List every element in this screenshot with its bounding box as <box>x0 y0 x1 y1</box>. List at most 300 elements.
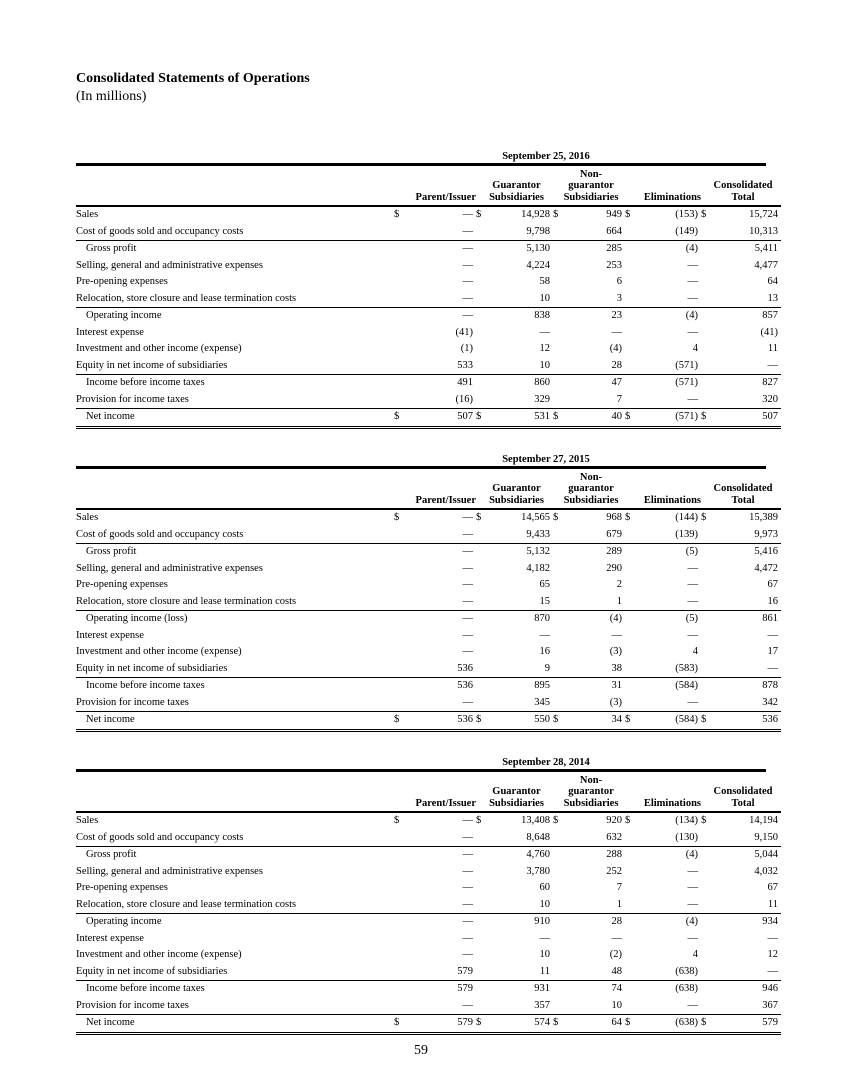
cell-nonguarantor: 253 <box>606 259 623 271</box>
currency-symbol <box>625 392 637 409</box>
cell-eliminations: (583) <box>675 662 699 674</box>
row-label: Operating income <box>76 308 394 325</box>
table-row <box>76 325 781 342</box>
cell-consolidated: — <box>767 359 779 371</box>
column-header-eliminations: Eliminations <box>643 494 702 506</box>
cell-parent: — <box>462 949 473 960</box>
cell-consolidated: 579 <box>713 1015 781 1034</box>
cell-nonguarantor: 3 <box>616 292 623 304</box>
currency-symbol <box>476 594 488 611</box>
cell-guarantor: 10 <box>539 898 551 910</box>
cell-consolidated: 367 <box>762 999 779 1011</box>
currency-symbol <box>394 644 406 661</box>
cell-consolidated: — <box>767 629 779 641</box>
cell-parent: 579 <box>406 1015 476 1034</box>
table-row <box>76 358 781 375</box>
column-header-eliminations: Eliminations <box>643 797 702 809</box>
cell-eliminations: — <box>687 932 699 944</box>
cell-nonguarantor: (3) <box>609 646 623 657</box>
row-label: Cost of goods sold and occupancy costs <box>76 528 244 540</box>
currency-symbol <box>394 224 406 241</box>
currency-symbol <box>553 392 565 409</box>
currency-symbol <box>625 931 637 948</box>
cell-consolidated: 857 <box>713 308 781 325</box>
currency-symbol <box>476 981 488 998</box>
currency-symbol <box>701 914 713 931</box>
row-label: Gross profit <box>76 847 394 864</box>
cell-nonguarantor: 252 <box>606 865 623 877</box>
currency-symbol <box>701 897 713 914</box>
page-subtitle: (In millions) <box>76 89 147 104</box>
cell-nonguarantor: 1 <box>616 595 623 607</box>
table-row <box>76 291 781 308</box>
table-row <box>76 224 781 241</box>
cell-consolidated: 342 <box>762 696 779 708</box>
currency-symbol <box>701 678 713 695</box>
currency-symbol: $ <box>625 712 637 731</box>
currency-symbol <box>701 830 713 847</box>
cell-guarantor: 531 <box>488 409 553 428</box>
cell-nonguarantor: 40 <box>565 409 625 428</box>
table-row <box>76 509 781 527</box>
cell-consolidated: 13 <box>767 292 779 304</box>
cell-nonguarantor: (2) <box>609 949 623 960</box>
currency-symbol <box>625 830 637 847</box>
cell-guarantor: 16 <box>539 646 551 657</box>
currency-symbol: $ <box>701 1015 713 1034</box>
currency-symbol <box>476 964 488 981</box>
currency-symbol <box>476 695 488 712</box>
cell-nonguarantor: 48 <box>611 965 623 977</box>
cell-parent: — <box>462 595 473 607</box>
currency-symbol <box>553 998 565 1015</box>
table-row <box>76 964 781 981</box>
cell-guarantor: 870 <box>488 611 553 628</box>
currency-symbol: $ <box>394 712 406 731</box>
row-label: Sales <box>76 512 99 523</box>
table-row <box>76 847 781 864</box>
cell-parent: — <box>462 999 473 1011</box>
currency-symbol <box>394 392 406 409</box>
cell-nonguarantor: 1 <box>616 898 623 910</box>
cell-consolidated: 934 <box>713 914 781 931</box>
currency-symbol <box>394 914 406 931</box>
row-label: Relocation, store closure and lease termination costs <box>76 595 297 607</box>
row-label: Cost of goods sold and occupancy costs <box>76 225 244 237</box>
operations-table <box>76 772 781 1035</box>
cell-consolidated: 4,477 <box>754 259 779 271</box>
cell-parent: — <box>406 847 476 864</box>
cell-parent: — <box>462 579 473 590</box>
currency-symbol <box>701 661 713 678</box>
table-row <box>76 678 781 695</box>
cell-nonguarantor: — <box>611 326 623 338</box>
cell-parent: 507 <box>406 409 476 428</box>
currency-symbol <box>553 931 565 948</box>
row-label: Interest expense <box>76 629 144 641</box>
row-label: Pre-opening expenses <box>76 882 168 893</box>
row-label: Selling, general and administrative expenses <box>76 865 263 877</box>
cell-parent: — <box>462 276 473 287</box>
currency-symbol <box>625 628 637 645</box>
currency-symbol <box>625 241 637 258</box>
row-label: Relocation, store closure and lease termination costs <box>76 898 297 910</box>
cell-parent: 491 <box>406 375 476 392</box>
cell-nonguarantor: 28 <box>611 359 623 371</box>
table-row <box>76 644 781 661</box>
row-label: Provision for income taxes <box>76 393 189 405</box>
currency-symbol: $ <box>701 712 713 731</box>
cell-consolidated: 4,032 <box>754 865 779 877</box>
currency-symbol: $ <box>553 1015 565 1034</box>
cell-nonguarantor: 31 <box>565 678 625 695</box>
currency-symbol <box>394 544 406 561</box>
cell-guarantor: 12 <box>539 343 551 354</box>
cell-guarantor: 574 <box>488 1015 553 1034</box>
cell-guarantor: 329 <box>534 393 551 405</box>
cell-nonguarantor: — <box>611 932 623 944</box>
cell-nonguarantor: — <box>611 629 623 641</box>
currency-symbol <box>625 964 637 981</box>
cell-parent: — <box>462 898 473 910</box>
period-heading: September 27, 2015 <box>502 454 590 465</box>
cell-eliminations: — <box>687 865 699 877</box>
row-label: Sales <box>76 209 99 220</box>
column-header-row <box>76 772 781 812</box>
cell-guarantor: 9,798 <box>526 225 551 237</box>
row-label: Interest expense <box>76 326 144 338</box>
table-row <box>76 206 781 224</box>
cell-guarantor: 58 <box>539 276 551 287</box>
currency-symbol <box>394 291 406 308</box>
currency-symbol <box>553 561 565 578</box>
currency-symbol: $ <box>476 815 482 826</box>
currency-symbol <box>394 830 406 847</box>
table-row <box>76 308 781 325</box>
cell-parent: (16) <box>455 393 473 405</box>
cell-parent: — <box>462 225 473 237</box>
cell-consolidated: 11 <box>767 898 779 910</box>
currency-symbol <box>394 375 406 392</box>
currency-symbol <box>701 964 713 981</box>
table-row <box>76 1015 781 1034</box>
cell-consolidated: 67 <box>767 882 779 893</box>
currency-symbol: $ <box>625 1015 637 1034</box>
cell-consolidated: 5,411 <box>713 241 781 258</box>
currency-symbol <box>476 527 488 544</box>
currency-symbol: $ <box>553 512 559 523</box>
table-row <box>76 628 781 645</box>
cell-parent: — <box>406 914 476 931</box>
currency-symbol <box>476 274 488 291</box>
currency-symbol: $ <box>394 209 400 220</box>
currency-symbol <box>553 678 565 695</box>
cell-parent: — <box>406 241 476 258</box>
currency-symbol <box>701 847 713 864</box>
cell-nonguarantor: 2 <box>616 579 623 590</box>
currency-symbol <box>625 644 637 661</box>
currency-symbol <box>476 864 488 881</box>
cell-guarantor: 14,565 <box>521 512 551 523</box>
cell-nonguarantor: 7 <box>616 393 623 405</box>
table-row <box>76 947 781 964</box>
cell-guarantor: 931 <box>488 981 553 998</box>
currency-symbol <box>553 258 565 275</box>
currency-symbol: $ <box>476 712 488 731</box>
cell-nonguarantor: 7 <box>616 882 623 893</box>
currency-symbol <box>625 847 637 864</box>
currency-symbol <box>553 594 565 611</box>
table-row <box>76 392 781 409</box>
column-header-consolidated: Consolidated Total <box>713 786 773 809</box>
currency-symbol <box>625 224 637 241</box>
currency-symbol <box>701 594 713 611</box>
operations-table <box>76 469 781 732</box>
cell-guarantor: 550 <box>488 712 553 731</box>
currency-symbol <box>625 594 637 611</box>
row-label: Operating income <box>76 914 394 931</box>
cell-eliminations: — <box>687 562 699 574</box>
currency-symbol: $ <box>394 409 406 428</box>
cell-guarantor: 860 <box>488 375 553 392</box>
cell-eliminations: (139) <box>675 528 699 540</box>
currency-symbol <box>553 661 565 678</box>
cell-nonguarantor: 920 <box>606 815 623 826</box>
row-label: Sales <box>76 815 99 826</box>
currency-symbol <box>625 561 637 578</box>
row-label: Income before income taxes <box>76 375 394 392</box>
currency-symbol <box>476 561 488 578</box>
currency-symbol <box>476 931 488 948</box>
cell-eliminations: (149) <box>675 225 699 237</box>
cell-nonguarantor: 23 <box>565 308 625 325</box>
row-label: Net income <box>76 1015 394 1034</box>
currency-symbol <box>553 308 565 325</box>
cell-eliminations: (5) <box>637 611 701 628</box>
table-row <box>76 409 781 428</box>
cell-parent: 533 <box>457 359 473 371</box>
currency-symbol <box>476 897 488 914</box>
cell-guarantor: 15 <box>539 595 551 607</box>
currency-symbol: $ <box>394 512 400 523</box>
currency-symbol <box>625 527 637 544</box>
row-label: Relocation, store closure and lease termination costs <box>76 292 297 304</box>
currency-symbol <box>701 880 713 897</box>
currency-symbol <box>553 325 565 342</box>
cell-nonguarantor: 632 <box>606 831 623 843</box>
cell-eliminations: (571) <box>637 409 701 428</box>
currency-symbol <box>701 611 713 628</box>
currency-symbol <box>553 358 565 375</box>
currency-symbol: $ <box>701 409 713 428</box>
row-label: Income before income taxes <box>76 981 394 998</box>
column-header-nonguarantor: Non- guarantor Subsidiaries <box>563 168 619 203</box>
cell-eliminations: — <box>687 579 699 590</box>
cell-eliminations: — <box>687 595 699 607</box>
cell-nonguarantor: 47 <box>565 375 625 392</box>
currency-symbol <box>394 325 406 342</box>
currency-symbol: $ <box>394 815 400 826</box>
cell-nonguarantor: 10 <box>611 999 623 1011</box>
row-label: Gross profit <box>76 241 394 258</box>
cell-consolidated: 507 <box>713 409 781 428</box>
currency-symbol: $ <box>625 209 631 220</box>
currency-symbol <box>701 392 713 409</box>
cell-consolidated: (41) <box>760 326 779 338</box>
currency-symbol <box>553 981 565 998</box>
cell-parent: — <box>462 259 473 271</box>
cell-guarantor: 4,182 <box>526 562 551 574</box>
table-row <box>76 341 781 358</box>
row-label: Selling, general and administrative expenses <box>76 259 263 271</box>
cell-eliminations: 4 <box>692 646 699 657</box>
currency-symbol <box>701 375 713 392</box>
cell-parent: — <box>462 512 473 523</box>
currency-symbol: $ <box>625 815 631 826</box>
column-header-nonguarantor: Non- guarantor Subsidiaries <box>563 471 619 506</box>
column-header-nonguarantor: Non- guarantor Subsidiaries <box>563 774 619 809</box>
row-label: Interest expense <box>76 932 144 944</box>
cell-consolidated: 878 <box>713 678 781 695</box>
cell-consolidated: 15,389 <box>749 512 779 523</box>
currency-symbol <box>553 544 565 561</box>
cell-consolidated: 17 <box>767 646 779 657</box>
currency-symbol <box>476 678 488 695</box>
row-label: Provision for income taxes <box>76 999 189 1011</box>
currency-symbol <box>701 947 713 964</box>
cell-guarantor: 60 <box>539 882 551 893</box>
currency-symbol <box>553 695 565 712</box>
currency-symbol <box>476 628 488 645</box>
cell-consolidated: 12 <box>767 949 779 960</box>
table-row <box>76 375 781 392</box>
currency-symbol <box>394 661 406 678</box>
currency-symbol <box>476 375 488 392</box>
currency-symbol <box>553 241 565 258</box>
cell-guarantor: 357 <box>534 999 551 1011</box>
statement-2014 <box>76 756 779 1035</box>
currency-symbol <box>553 914 565 931</box>
page-title: Consolidated Statements of Operations <box>76 71 310 86</box>
currency-symbol <box>476 544 488 561</box>
currency-symbol <box>701 998 713 1015</box>
cell-consolidated: 536 <box>713 712 781 731</box>
currency-symbol <box>476 308 488 325</box>
row-label: Investment and other income (expense) <box>76 646 242 657</box>
table-row <box>76 998 781 1015</box>
cell-parent: — <box>462 562 473 574</box>
statement-2016 <box>76 150 779 429</box>
cell-parent: — <box>462 292 473 304</box>
cell-consolidated: 9,150 <box>754 831 779 843</box>
currency-symbol <box>394 695 406 712</box>
currency-symbol <box>701 527 713 544</box>
cell-eliminations: (4) <box>637 241 701 258</box>
currency-symbol <box>394 847 406 864</box>
row-label: Equity in net income of subsidiaries <box>76 359 228 371</box>
cell-parent: 536 <box>406 712 476 731</box>
currency-symbol <box>394 527 406 544</box>
cell-eliminations: (5) <box>637 544 701 561</box>
cell-eliminations: — <box>687 629 699 641</box>
cell-eliminations: (571) <box>675 359 699 371</box>
cell-consolidated: — <box>767 932 779 944</box>
currency-symbol <box>476 880 488 897</box>
currency-symbol <box>394 611 406 628</box>
cell-guarantor: 9,433 <box>526 528 551 540</box>
cell-nonguarantor: 664 <box>606 225 623 237</box>
cell-parent: — <box>462 209 473 220</box>
row-label: Net income <box>76 712 394 731</box>
cell-parent: 536 <box>457 662 473 674</box>
cell-parent: (1) <box>460 343 473 354</box>
currency-symbol <box>701 628 713 645</box>
cell-eliminations: — <box>687 292 699 304</box>
currency-symbol <box>701 224 713 241</box>
currency-symbol <box>553 947 565 964</box>
cell-nonguarantor: 64 <box>565 1015 625 1034</box>
row-label: Equity in net income of subsidiaries <box>76 965 228 977</box>
currency-symbol <box>394 998 406 1015</box>
currency-symbol <box>625 897 637 914</box>
cell-eliminations: 4 <box>692 949 699 960</box>
cell-guarantor: — <box>539 629 551 641</box>
cell-parent: — <box>462 932 473 944</box>
cell-consolidated: 10,313 <box>749 225 779 237</box>
cell-guarantor: 345 <box>534 696 551 708</box>
currency-symbol <box>701 308 713 325</box>
operations-table <box>76 166 781 429</box>
cell-guarantor: 3,780 <box>526 865 551 877</box>
currency-symbol <box>394 577 406 594</box>
cell-eliminations: (584) <box>637 712 701 731</box>
cell-parent: (41) <box>455 326 473 338</box>
cell-parent: — <box>406 308 476 325</box>
cell-nonguarantor: 38 <box>611 662 623 674</box>
table-row <box>76 577 781 594</box>
cell-eliminations: (4) <box>637 308 701 325</box>
currency-symbol <box>553 830 565 847</box>
row-label: Equity in net income of subsidiaries <box>76 662 228 674</box>
currency-symbol: $ <box>625 409 637 428</box>
currency-symbol <box>553 577 565 594</box>
cell-parent: — <box>462 815 473 826</box>
currency-symbol: $ <box>476 512 482 523</box>
currency-symbol <box>701 358 713 375</box>
currency-symbol <box>625 274 637 291</box>
currency-symbol <box>394 628 406 645</box>
currency-symbol <box>394 678 406 695</box>
cell-guarantor: 11 <box>539 965 551 977</box>
period-heading: September 25, 2016 <box>502 151 590 162</box>
currency-symbol <box>553 847 565 864</box>
column-header-parent: Parent/Issuer <box>415 191 476 203</box>
table-row <box>76 611 781 628</box>
currency-symbol <box>553 527 565 544</box>
cell-eliminations: — <box>687 276 699 287</box>
currency-symbol <box>394 258 406 275</box>
table-row <box>76 561 781 578</box>
cell-eliminations: (153) <box>675 209 699 220</box>
cell-nonguarantor: 285 <box>565 241 625 258</box>
cell-nonguarantor: 288 <box>565 847 625 864</box>
cell-nonguarantor: 949 <box>606 209 623 220</box>
currency-symbol <box>625 341 637 358</box>
currency-symbol <box>476 291 488 308</box>
cell-parent: — <box>462 865 473 877</box>
period-heading: September 28, 2014 <box>502 757 590 768</box>
cell-nonguarantor: 968 <box>606 512 623 523</box>
